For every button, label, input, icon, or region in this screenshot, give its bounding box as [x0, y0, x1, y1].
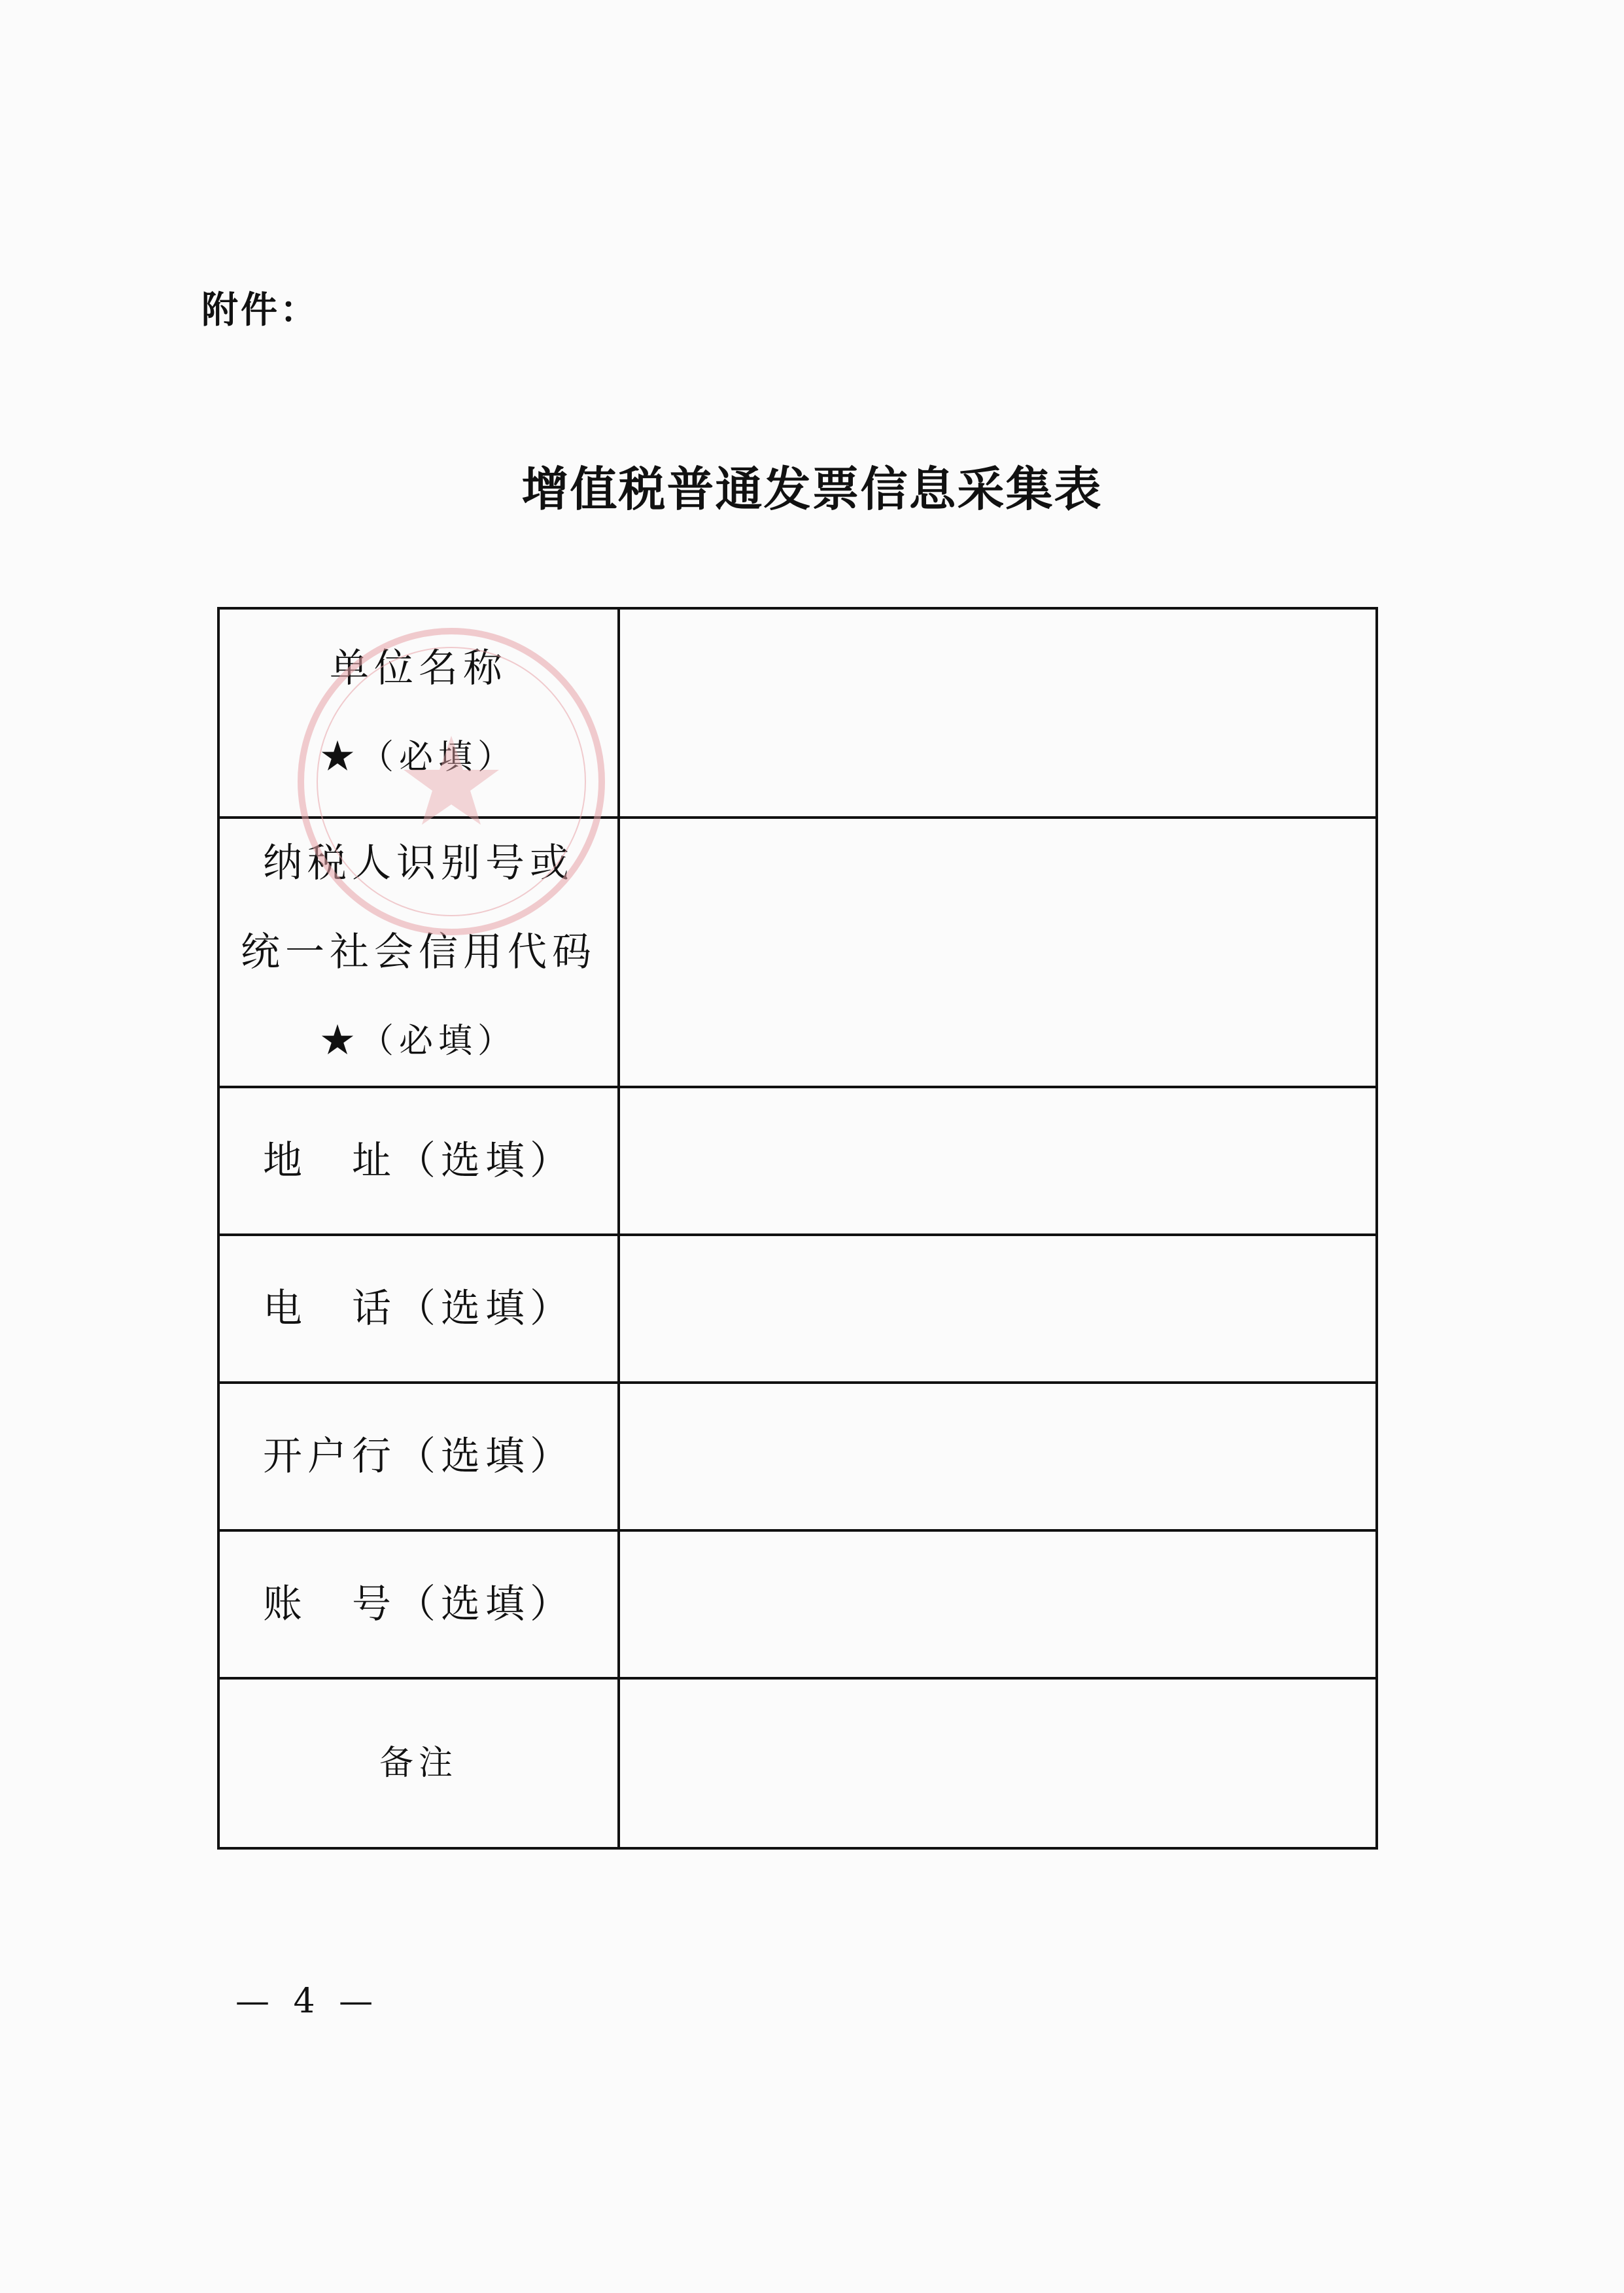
document-title: 增值税普通发票信息采集表	[521, 461, 1103, 517]
address-field[interactable]	[619, 1087, 1377, 1235]
bank-field[interactable]	[619, 1383, 1377, 1530]
account-field[interactable]	[619, 1530, 1377, 1678]
attachment-label: 附件：	[201, 289, 319, 332]
label-text: 统一社会信用代码	[241, 929, 596, 975]
phone-field[interactable]	[619, 1235, 1377, 1383]
page-number: — 4 —	[235, 1982, 380, 2021]
label-text: 账 号（选填）	[263, 1581, 574, 1627]
label-bank	[218, 1383, 619, 1530]
label-text: 单位名称	[330, 646, 508, 691]
label-account	[218, 1530, 619, 1678]
label-text: 纳税人识别号或	[263, 840, 574, 886]
label-phone	[218, 1235, 619, 1383]
label-text: 开户行（选填）	[263, 1434, 574, 1479]
label-text: 地 址（选填）	[263, 1138, 574, 1184]
label-unit-name	[218, 608, 619, 818]
label-text: 电 话（选填）	[263, 1286, 574, 1332]
row-remarks	[218, 1678, 1377, 1848]
row-taxpayer-id	[218, 818, 1377, 1087]
remarks-field[interactable]	[619, 1678, 1377, 1848]
label-remarks	[218, 1678, 619, 1848]
label-text: 备注	[379, 1744, 458, 1783]
label-required-note: ★（必填）	[320, 1022, 517, 1061]
row-unit-name	[218, 608, 1377, 818]
unit-name-field[interactable]	[619, 608, 1377, 818]
row-bank	[218, 1383, 1377, 1530]
taxpayer-id-field[interactable]	[619, 818, 1377, 1087]
label-address	[218, 1087, 619, 1235]
label-required-note: ★（必填）	[320, 738, 517, 777]
label-taxpayer-id	[218, 818, 619, 1087]
info-collection-table	[217, 607, 1378, 1850]
row-phone	[218, 1235, 1377, 1383]
row-address	[218, 1087, 1377, 1235]
row-account	[218, 1530, 1377, 1678]
